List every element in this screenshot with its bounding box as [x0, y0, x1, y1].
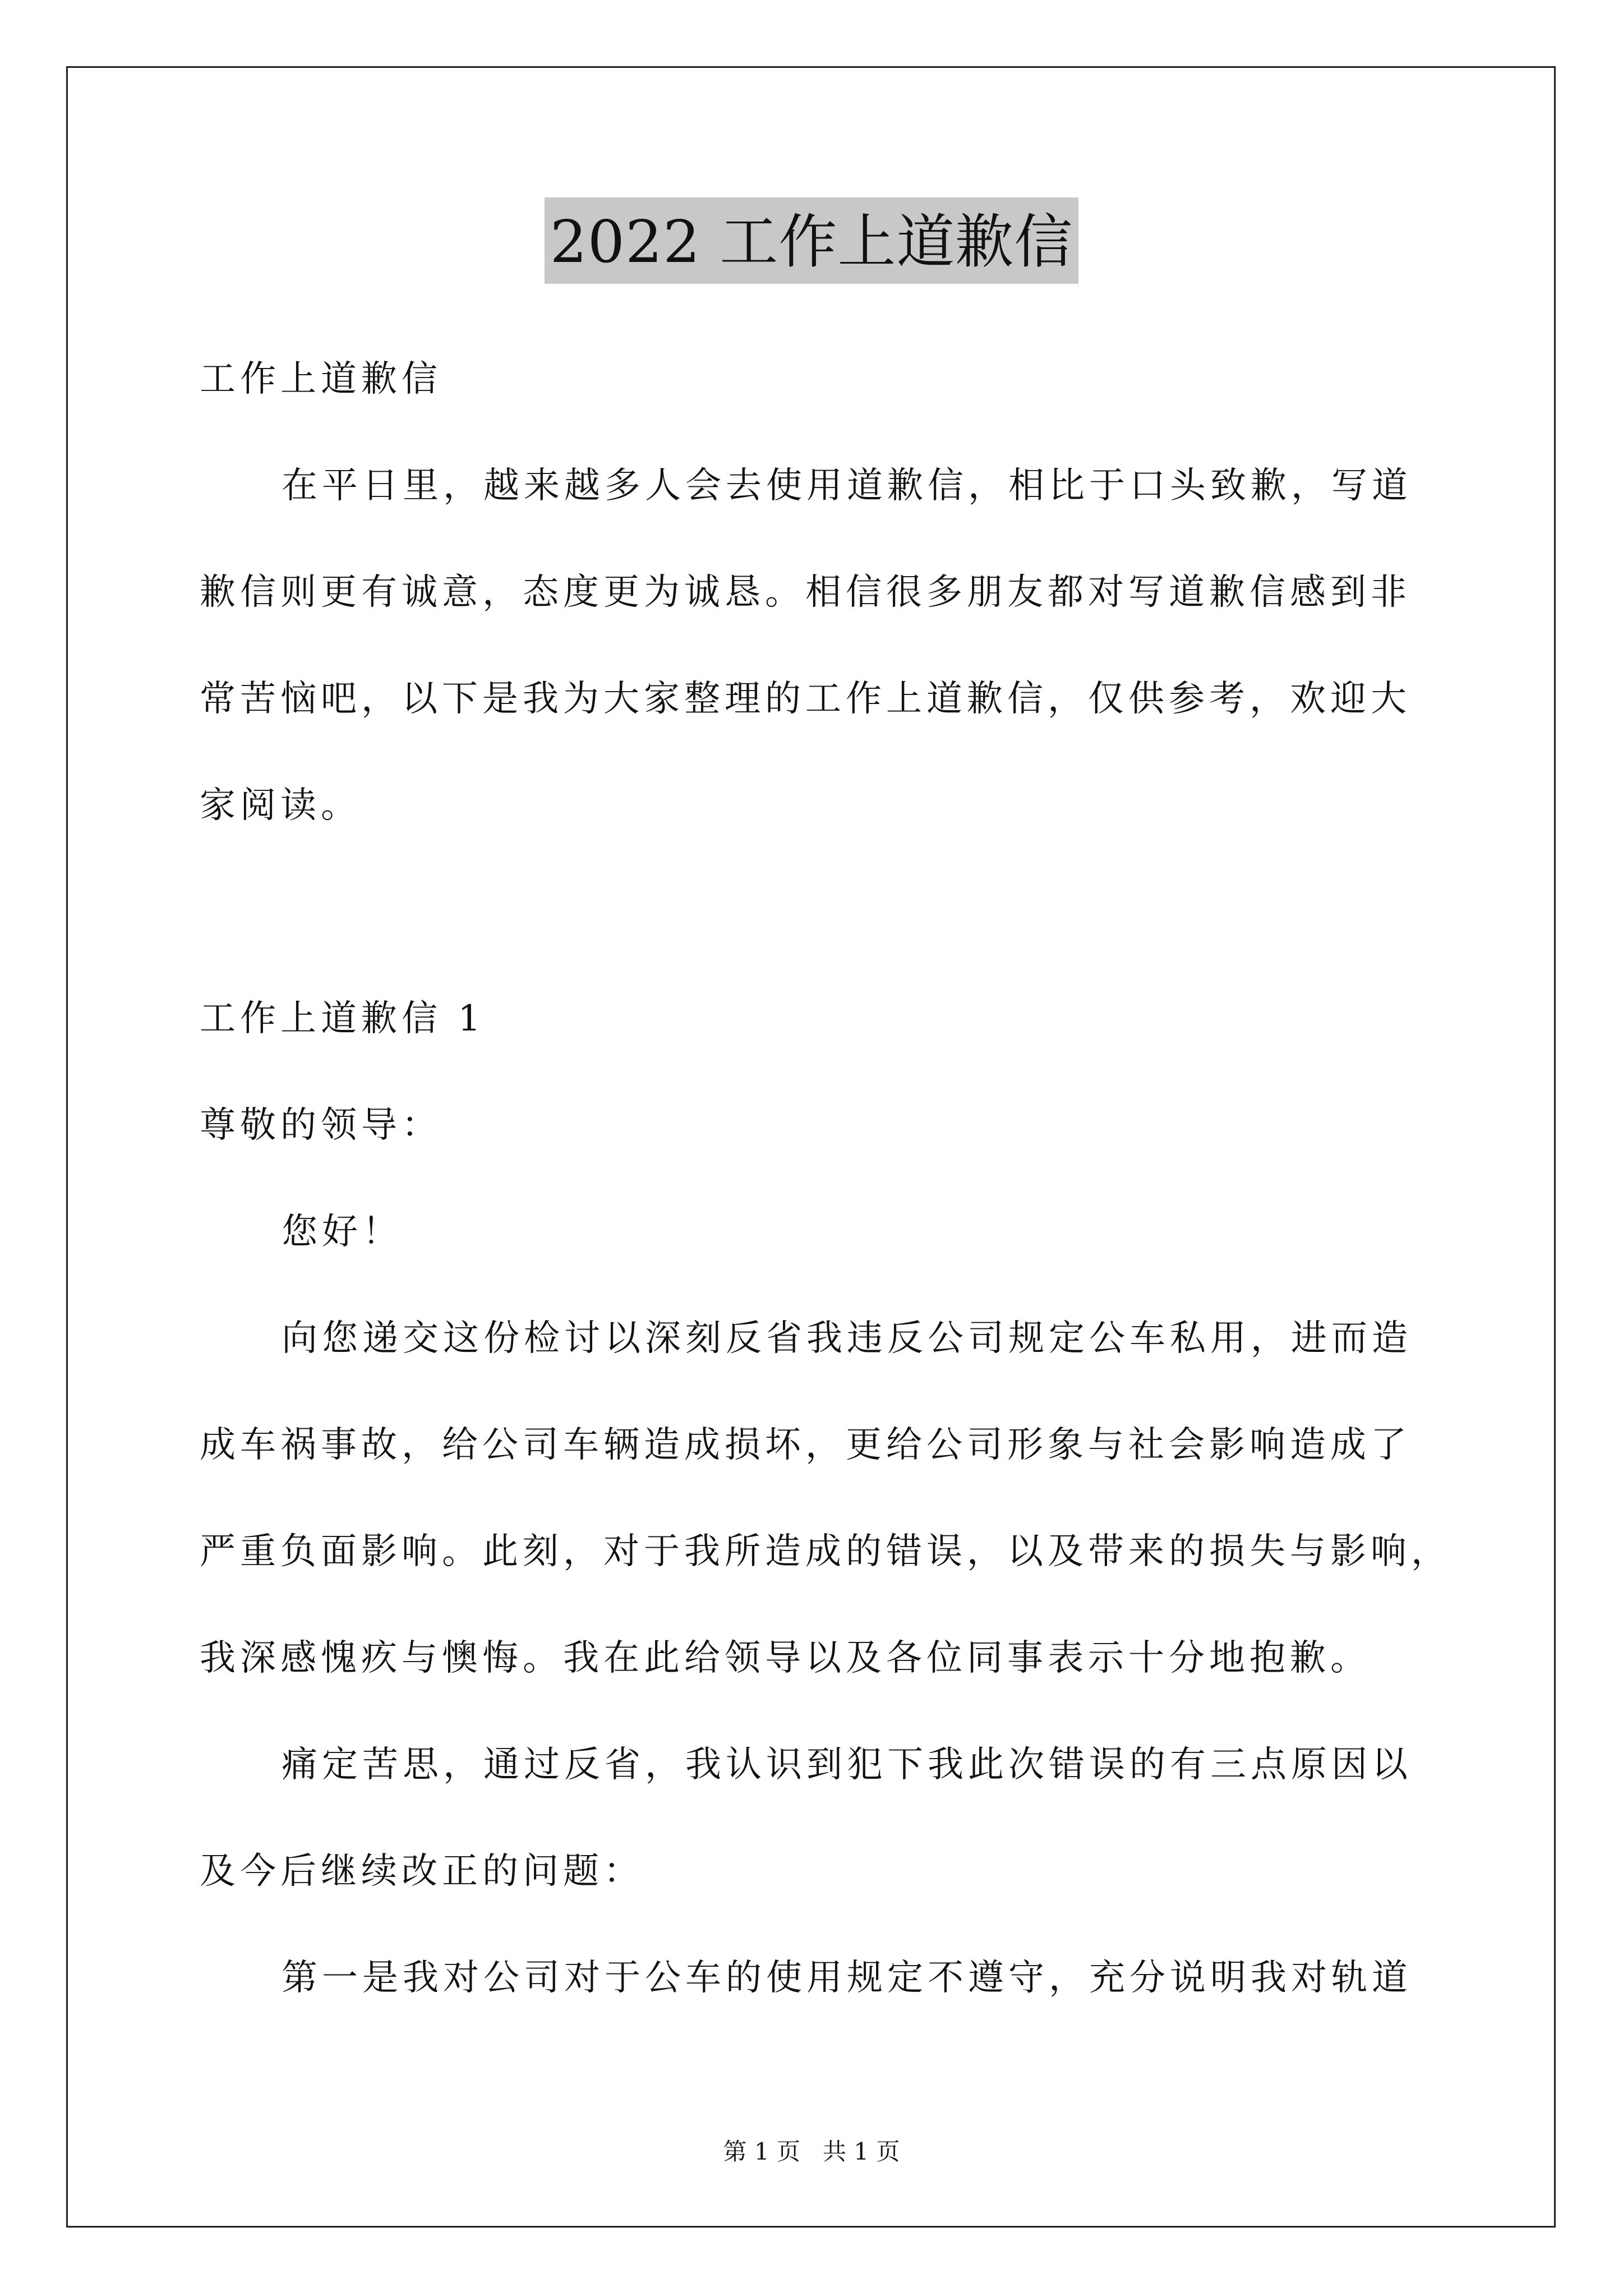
greeting: 您好！ — [282, 1211, 403, 1253]
paragraph-line: 严重负面影响。此刻，对于我所造成的错误，以及带来的损失与影响， — [200, 1531, 1451, 1572]
paragraph-line: 第一是我对公司对于公车的使用规定不遵守，充分说明我对轨道 — [282, 1957, 1412, 1999]
page-footer: 第 1 页 共 1 页 — [723, 2138, 900, 2165]
paragraph-line: 痛定苦思，通过反省，我认识到犯下我此次错误的有三点原因以 — [282, 1744, 1412, 1786]
title-container — [0, 197, 1623, 284]
document-title: 2022 工作上道歉信 — [545, 197, 1079, 284]
salutation: 尊敬的领导： — [200, 1105, 442, 1146]
paragraph-line: 向您递交这份检讨以深刻反省我违反公司规定公车私用，进而造 — [282, 1318, 1412, 1359]
section-heading: 工作上道歉信 1 — [200, 998, 486, 1039]
paragraph-line: 歉信则更有诚意，态度更为诚恳。相信很多朋友都对写道歉信感到非 — [200, 572, 1411, 613]
paragraph-line: 我深感愧疚与懊悔。我在此给领导以及各位同事表示十分地抱歉。 — [200, 1637, 1371, 1679]
heading-line: 工作上道歉信 — [200, 358, 442, 400]
paragraph-line: 在平日里，越来越多人会去使用道歉信，相比于口头致歉，写道 — [282, 465, 1412, 507]
paragraph-line: 及今后继续改正的问题： — [200, 1851, 644, 1892]
paragraph-line: 常苦恼吧，以下是我为大家整理的工作上道歉信，仅供参考，欢迎大 — [200, 678, 1411, 720]
paragraph-line: 成车祸事故，给公司车辆造成损坏，更给公司形象与社会影响造成了 — [200, 1424, 1411, 1466]
paragraph-line: 家阅读。 — [200, 785, 361, 826]
